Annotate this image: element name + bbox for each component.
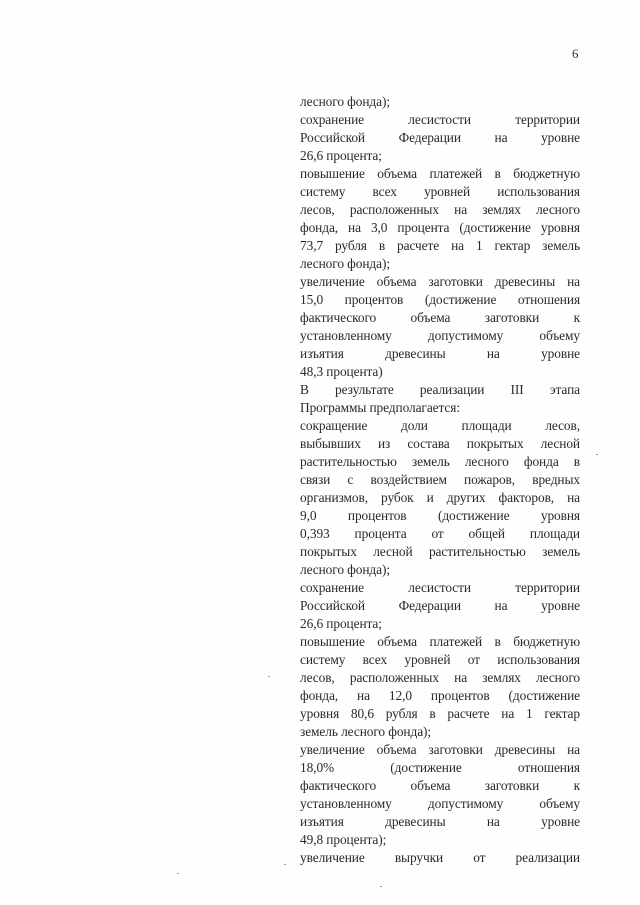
text-line: связи с воздействием пожаров, вредных xyxy=(300,472,580,487)
text-line: Программы предполагается: xyxy=(300,400,460,415)
text-line: лесного фонда); xyxy=(300,256,390,271)
scan-speck xyxy=(177,873,179,874)
text-line: 18,0% (достижение отношения xyxy=(300,760,580,775)
text-line: сохранение лесистости территории xyxy=(300,580,580,595)
text-line: лесного фонда); xyxy=(300,94,390,109)
text-line: изъятия древесины на уровне xyxy=(300,814,580,829)
text-line: покрытых лесной растительностью земель xyxy=(300,544,580,559)
text-line: 26,6 процента; xyxy=(300,148,382,163)
text-line: систему всех уровней от использования xyxy=(300,652,580,667)
text-line: 73,7 рубля в расчете на 1 гектар земель xyxy=(300,238,580,253)
text-column xyxy=(300,93,580,867)
page-number: 6 xyxy=(572,46,579,61)
scan-speck xyxy=(380,886,382,887)
text-line: 49,8 процента); xyxy=(300,832,387,847)
text-line: фактического объема заготовки к xyxy=(300,310,580,325)
text-line: Российской Федерации на уровне xyxy=(300,130,580,145)
text-line: 26,6 процента; xyxy=(300,616,382,631)
text-line: фактического объема заготовки к xyxy=(300,778,580,793)
text-line: фонда, на 3,0 процента (достижение уровня xyxy=(300,220,580,235)
scan-speck xyxy=(268,676,270,677)
scan-speck xyxy=(596,454,598,455)
text-line: 0,393 процента от общей площади xyxy=(300,526,580,541)
text-line: Российской Федерации на уровне xyxy=(300,598,580,613)
text-line: земель лесного фонда); xyxy=(300,724,432,739)
text-line: 9,0 процентов (достижение уровня xyxy=(300,508,580,523)
text-line: лесов, расположенных на землях лесного xyxy=(300,670,580,685)
text-line: сохранение лесистости территории xyxy=(300,112,580,127)
text-line: уровня 80,6 рубля в расчете на 1 гектар xyxy=(300,706,580,721)
text-line: установленному допустимому объему xyxy=(300,328,580,343)
scan-speck xyxy=(284,864,286,865)
text-line: увеличение выручки от реализации xyxy=(300,850,580,865)
text-line: выбывших из состава покрытых лесной xyxy=(300,436,580,451)
text-line: повышение объема платежей в бюджетную xyxy=(300,166,580,181)
text-line: 15,0 процентов (достижение отношения xyxy=(300,292,580,307)
text-line: В результате реализации III этапа xyxy=(300,382,580,397)
text-line: сокращение доли площади лесов, xyxy=(300,418,580,433)
text-line: организмов, рубок и других факторов, на xyxy=(300,490,580,505)
text-line: лесного фонда); xyxy=(300,562,390,577)
text-line: установленному допустимому объему xyxy=(300,796,580,811)
text-line: изъятия древесины на уровне xyxy=(300,346,580,361)
text-line: растительностью земель лесного фонда в xyxy=(300,454,580,469)
text-line: увеличение объема заготовки древесины на xyxy=(300,274,580,289)
text-line: увеличение объема заготовки древесины на xyxy=(300,742,580,757)
text-line: фонда, на 12,0 процентов (достижение xyxy=(300,688,580,703)
text-line: лесов, расположенных на землях лесного xyxy=(300,202,580,217)
text-line: повышение объема платежей в бюджетную xyxy=(300,634,580,649)
text-line: 48,3 процента) xyxy=(300,364,383,379)
text-line: систему всех уровней использования xyxy=(300,184,580,199)
